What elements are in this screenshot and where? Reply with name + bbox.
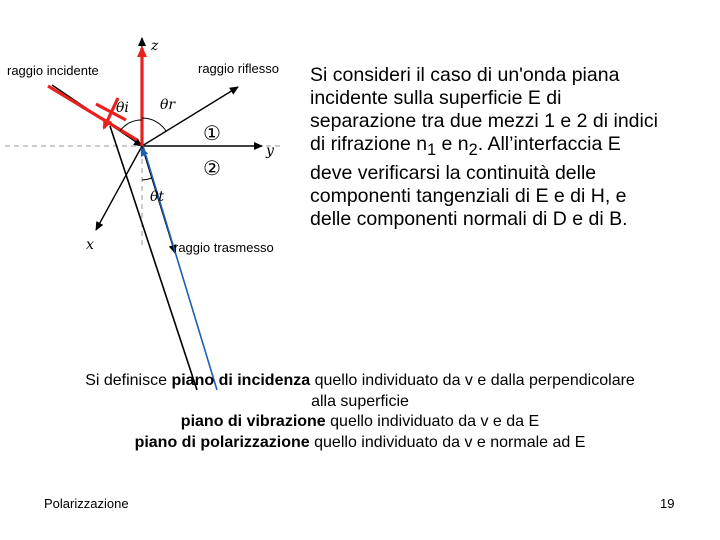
subscript-1: 1 (427, 140, 437, 159)
angle-arc-incidence (120, 120, 142, 131)
definition-line-2 (0, 392, 720, 413)
label-raggio-trasmesso: raggio trasmesso (174, 240, 274, 255)
definition-line-3 (0, 412, 720, 433)
definition-line-4 (0, 433, 720, 454)
definition-line-1 (0, 371, 720, 392)
axis-label-x: x (86, 237, 94, 253)
axis-label-y: y (266, 143, 274, 159)
axis-label-z: z (151, 38, 159, 54)
paragraph-text-2: e n (436, 133, 469, 155)
definition-incidenza-text: quello individuato da v e dalla perpendicolare (310, 372, 635, 389)
label-raggio-riflesso: raggio riflesso (198, 61, 279, 76)
definition-intro: Si definisce (85, 372, 172, 389)
subscript-2: 2 (468, 140, 478, 159)
normal-vector-line (143, 146, 217, 390)
body-paragraph (310, 64, 660, 231)
footer-title: Polarizzazione (44, 496, 129, 511)
medium-2-label: ② (203, 156, 221, 180)
angle-label-theta-t: θt (150, 189, 165, 205)
term-piano-polarizzazione: piano di polarizzazione (134, 433, 310, 451)
angle-arc-transmission (142, 178, 152, 180)
term-piano-vibrazione: piano di vibrazione (180, 413, 326, 430)
paragraph-text-3: . All’interfaccia E deve verificarsi la continuità delle componenti tangenziali di E e di H, e delle componenti normali di D e di B. (310, 133, 628, 230)
definition-vibrazione-text: quello individuato da v e da E (325, 413, 540, 430)
angle-arc-reflection (142, 118, 166, 131)
definition-incidenza-continued: alla superficie (311, 392, 409, 410)
wave-vector-line (110, 126, 197, 390)
term-piano-incidenza: piano di incidenza (171, 372, 311, 389)
angle-label-theta-i: θi (116, 100, 129, 116)
reflected-ray-line (142, 87, 238, 146)
paragraph-text-1: Si consideri il caso di un'onda piana incidente sulla superficie E di separazione tra due mezzi 1 e 2 di indici di rifrazione n (310, 64, 658, 155)
label-raggio-incidente: raggio incidente (7, 63, 99, 78)
angle-label-theta-r: θr (160, 97, 176, 113)
definition-polarizzazione-text: quello individuato da v e normale ad E (309, 433, 586, 451)
page-number: 19 (660, 496, 675, 511)
medium-1-label: ① (203, 121, 221, 145)
x-axis (96, 146, 142, 230)
definitions-block (0, 371, 720, 453)
